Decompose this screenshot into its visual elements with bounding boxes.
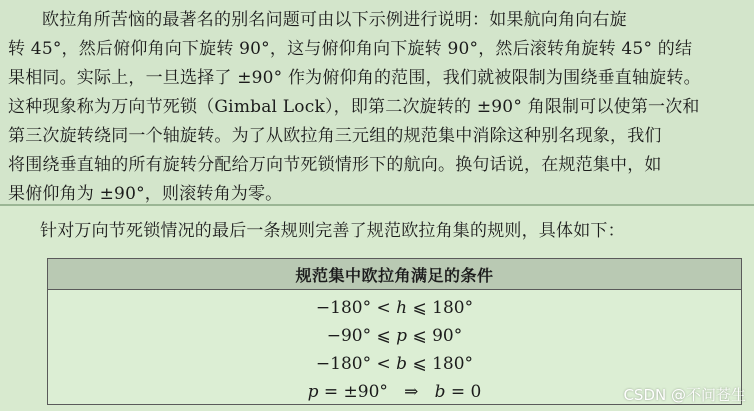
rule-pitch-range [48,322,741,350]
rule-variable: h [396,298,408,318]
paragraph-line: 这种现象称为万向节死锁（Gimbal Lock），即第二次旋转的 ±90° 角限制可以使第一次和 [8,97,700,117]
rules-section [0,206,754,411]
body-paragraph [8,6,746,209]
conditions-table [47,258,742,405]
rule-text: ⩽ 90° [407,326,463,346]
paragraph-line: 将围绕垂直轴的所有旋转分配给万向节死锁情形下的航向。换句话说，在规范集中，如 [8,155,662,175]
paragraph-line: 转 45°，然后俯仰角向下旋转 90°，这与俯仰角向下旋转 90°，然后滚转角旋转 45° 的结 [8,39,693,59]
paragraph-line: 欧拉角所苦恼的最著名的别名问题可由以下示例进行说明：如果航向角向右旋 [42,10,627,30]
table-header: 规范集中欧拉角满足的条件 [48,259,741,290]
rule-bank-range [48,350,741,378]
rule-text: = 0 [445,382,482,402]
rule-heading-range [48,294,741,322]
rules-intro-text: 针对万向节死锁情况的最后一条规则完善了规范欧拉角集的规则，具体如下： [40,221,625,241]
paragraph-line: 第三次旋转绕同一个轴旋转。为了从欧拉角三元组的规范集中消除这种别名现象，我们 [8,126,662,146]
rule-variable: b [396,354,408,374]
rule-text: −180° < [315,298,397,318]
rule-text: −90° ⩽ [326,326,397,346]
rule-text: = ±90° ⇒ [318,382,435,402]
paragraph-line: 果相同。实际上，一旦选择了 ±90° 作为俯仰角的范围，我们就被限制为围绕垂直轴旋转。 [8,68,701,88]
rule-text: ⩽ 180° [407,298,474,318]
paragraph-line: 果俯仰角为 ±90°，则滚转角为零。 [8,184,283,204]
watermark-text: CSDN @不问苍生 [623,386,746,404]
rule-variable: p [396,326,408,346]
rule-variable: b [434,382,446,402]
rule-variable: p [307,382,319,402]
rule-text: −180° < [315,354,397,374]
rule-text: ⩽ 180° [407,354,474,374]
